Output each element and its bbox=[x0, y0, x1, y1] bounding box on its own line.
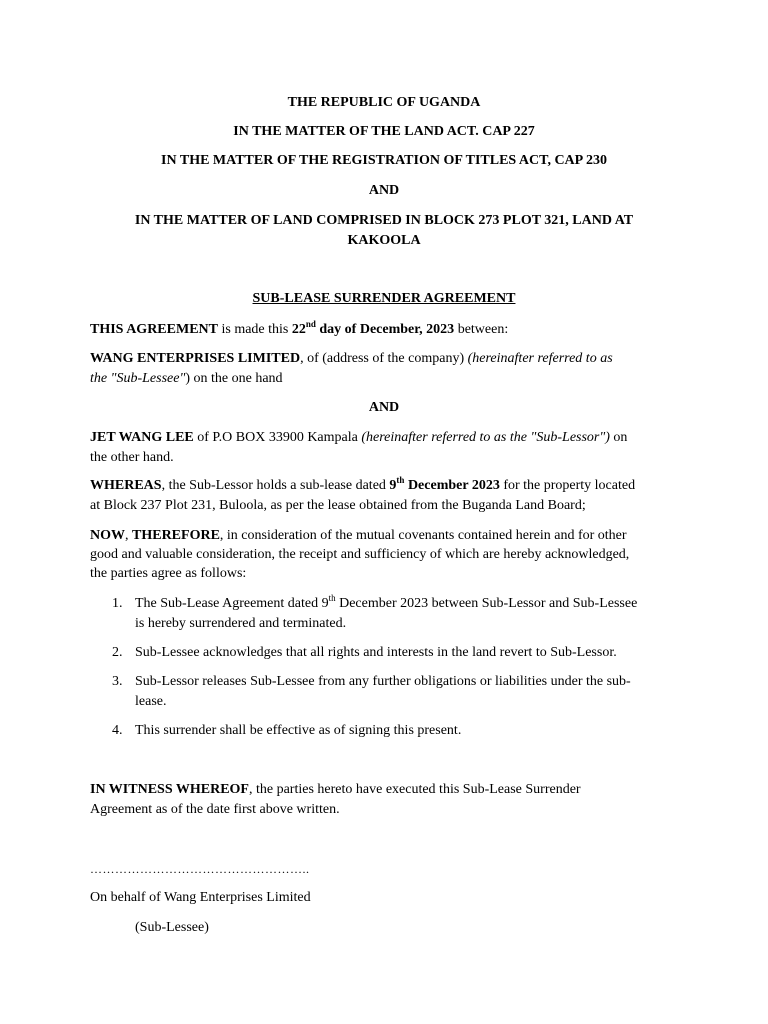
clause-1-sup: th bbox=[328, 593, 336, 603]
now-line2: good and valuable consideration, the receipt and sufficiency of which are hereby acknowledged, bbox=[90, 547, 630, 562]
clause-1-number: 1. bbox=[112, 596, 123, 611]
intro-text1: is made this bbox=[217, 322, 292, 337]
clause-1-text-b: December 2023 between Sub-Lessor and Sub-Lessee bbox=[335, 596, 638, 611]
clause-4-number: 4. bbox=[112, 723, 123, 738]
clause-2-number: 2. bbox=[112, 645, 123, 660]
document-title-text: SUB-LEASE SURRENDER AGREEMENT bbox=[252, 291, 516, 306]
party2-line2: the other hand. bbox=[90, 450, 174, 465]
clause-3-number: 3. bbox=[112, 674, 123, 689]
party2-ref: (hereinafter referred to as the "Sub-Lessor") bbox=[361, 430, 610, 445]
party1-name: WANG ENTERPRISES LIMITED bbox=[90, 351, 301, 366]
whereas-date-sup: th bbox=[396, 475, 405, 485]
now-comma: , bbox=[125, 528, 132, 543]
witness-line2: Agreement as of the date first above written. bbox=[90, 802, 340, 817]
party1-line2 bbox=[90, 369, 678, 388]
signature-role: (Sub-Lessee) bbox=[135, 920, 209, 935]
signature-line: …………………………………………….. bbox=[90, 862, 310, 876]
party1-paragraph bbox=[90, 349, 678, 388]
party1-text1: , of (address of the company) bbox=[300, 351, 468, 366]
intro-text2: between: bbox=[454, 322, 509, 337]
header-and: AND bbox=[368, 183, 400, 198]
party2-name: JET WANG LEE bbox=[90, 430, 194, 445]
whereas-date-day: 9 bbox=[389, 478, 397, 493]
party1-text2: ) on the one hand bbox=[185, 371, 283, 386]
now-line1 bbox=[90, 526, 678, 545]
header-land-block bbox=[90, 211, 678, 250]
clause-1-text-a: The Sub-Lease Agreement dated 9 bbox=[135, 596, 329, 611]
intro-day-sup: nd bbox=[305, 319, 316, 329]
clause-4-text: This surrender shall be effective as of signing this present. bbox=[135, 723, 462, 738]
party2-line1 bbox=[90, 428, 678, 447]
witness-line1 bbox=[90, 780, 678, 799]
now-lead2: THEREFORE bbox=[132, 528, 220, 543]
whereas-line2: at Block 237 Plot 231, Buloola, as per the lease obtained from the Buganda Land Board; bbox=[90, 498, 586, 513]
whereas-date-rest: December 2023 bbox=[404, 478, 500, 493]
header-titles-act: IN THE MATTER OF THE REGISTRATION OF TITLES ACT, CAP 230 bbox=[161, 153, 607, 168]
witness-text1: , the parties hereto have executed this Sub-Lease Surrender bbox=[248, 782, 581, 797]
now-lead1: NOW bbox=[90, 528, 125, 543]
party1-line1 bbox=[90, 349, 678, 368]
whereas-text1: , the Sub-Lessor holds a sub-lease dated bbox=[161, 478, 390, 493]
whereas-text2: for the property located bbox=[499, 478, 636, 493]
header-land-block-line1: IN THE MATTER OF LAND COMPRISED IN BLOCK 273 PLOT 321, LAND AT bbox=[134, 213, 634, 228]
party2-text1: of P.O BOX 33900 Kampala bbox=[193, 430, 362, 445]
party1-ref-a: (hereinafter referred to as bbox=[467, 351, 613, 366]
clause-3-line2: lease. bbox=[135, 694, 167, 709]
clause-3-line1: Sub-Lessor releases Sub-Lessee from any further obligations or liabilities under the sub- bbox=[135, 674, 631, 689]
clause-2-text: Sub-Lessee acknowledges that all rights and interests in the land revert to Sub-Lessor. bbox=[135, 645, 617, 660]
now-line3: the parties agree as follows: bbox=[90, 566, 247, 581]
whereas-lead: WHEREAS bbox=[90, 478, 162, 493]
now-text1: , in consideration of the mutual covenants contained herein and for other bbox=[219, 528, 627, 543]
signature-behalf: On behalf of Wang Enterprises Limited bbox=[90, 890, 311, 905]
party2-text2: on bbox=[609, 430, 628, 445]
document-title bbox=[90, 289, 678, 308]
clause-3-text bbox=[135, 672, 675, 711]
intro-lead: THIS AGREEMENT bbox=[90, 322, 218, 337]
now-paragraph bbox=[90, 526, 678, 583]
whereas-paragraph bbox=[90, 476, 678, 515]
whereas-line1 bbox=[90, 476, 678, 495]
party2-paragraph bbox=[90, 428, 678, 467]
intro-paragraph bbox=[90, 320, 678, 339]
header-republic: THE REPUBLIC OF UGANDA bbox=[287, 95, 481, 110]
witness-lead: IN WITNESS WHEREOF bbox=[90, 782, 249, 797]
intro-date-rest: day of December, 2023 bbox=[315, 322, 455, 337]
intro-day: 22 bbox=[291, 322, 306, 337]
and-separator: AND bbox=[368, 400, 400, 415]
clause-1-text bbox=[135, 594, 675, 633]
header-land-block-line2: KAKOOLA bbox=[347, 233, 421, 248]
clause-1-line1 bbox=[135, 594, 675, 613]
witness-paragraph bbox=[90, 780, 678, 819]
header-land-act: IN THE MATTER OF THE LAND ACT. CAP 227 bbox=[233, 124, 535, 139]
clause-1-line2: is hereby surrendered and terminated. bbox=[135, 616, 347, 631]
party1-ref-b: the "Sub-Lessee" bbox=[90, 371, 186, 386]
